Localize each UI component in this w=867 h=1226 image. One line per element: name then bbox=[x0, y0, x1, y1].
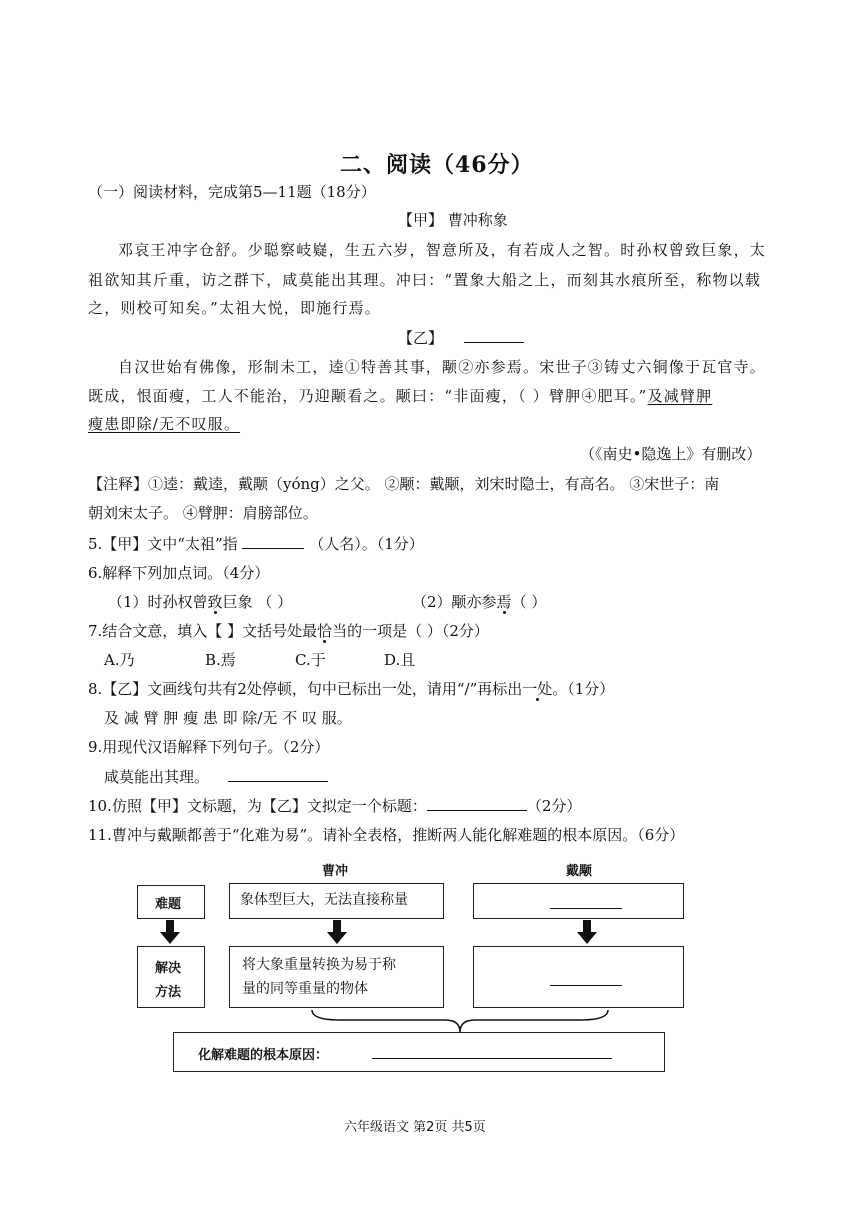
cao-method-box bbox=[229, 946, 444, 1008]
q6-1-text: （1）时孙权曾 bbox=[108, 593, 208, 611]
q10-text: 10.仿照【甲】文标题，为【乙】文拟定一个标题： bbox=[88, 797, 427, 815]
q8-text: 8.【乙】文画线句共有2处停顿，句中已标出一处，请用“/”再标出 bbox=[88, 680, 523, 698]
q6-2-text-end: （ ） bbox=[511, 593, 547, 611]
page-footer: 六年级语文 第2页 共5页 bbox=[344, 1120, 486, 1135]
jia-line-3: 之，则校可知矣。”太祖大悦，即施行焉。 bbox=[88, 299, 381, 317]
notes-line-1: 【注释】①逵：戴逵，戴颙（yóng）之父。 ②颙：戴颙，刘宋时隐士，有高名。 ③宋世子：南 bbox=[88, 475, 720, 493]
cao-method-text-1: 将大象重量转换为易于称 bbox=[242, 957, 396, 973]
q7-text-end: 的一项是（ ）（2分） bbox=[347, 622, 489, 640]
q9-sentence: 咸莫能出其理。 bbox=[104, 768, 210, 786]
q9-answer-blank[interactable] bbox=[228, 781, 328, 782]
q7-option-b[interactable]: B.焉 bbox=[205, 651, 236, 669]
col-header-cao-chong: 曹冲 bbox=[322, 864, 349, 879]
question-10 bbox=[88, 796, 581, 816]
question-8 bbox=[88, 679, 614, 699]
q6-1-dotted-word: 致 bbox=[207, 593, 223, 611]
q7-option-c[interactable]: C.于 bbox=[295, 651, 326, 669]
q7-text: 7.结合文意，填入【 】文括号处 bbox=[88, 622, 303, 640]
question-9: 9.用现代汉语解释下列句子。（2分） bbox=[88, 738, 330, 756]
yi-line-2 bbox=[88, 386, 712, 406]
q6-2-text: （2）颙亦参 bbox=[412, 593, 497, 611]
q10-answer-blank[interactable] bbox=[427, 810, 527, 811]
root-cause-blank[interactable] bbox=[372, 1058, 612, 1059]
question-11: 11.曹冲与戴颙都善于“化难为易”。请补全表格，推断两人能化解难题的根本原因。（6分） bbox=[88, 826, 685, 844]
row-label-problem: 难题 bbox=[155, 897, 182, 912]
jia-line-2: 祖欲知其斤重，访之群下，咸莫能出其理。冲曰：“置象大船之上，而刻其水痕所至，称物以载 bbox=[88, 271, 762, 289]
q6-item-1 bbox=[108, 592, 292, 612]
yi-title-text: 【乙】 bbox=[398, 329, 444, 347]
yi-line-3: 瘦患即除/无不叹服。 bbox=[88, 415, 241, 433]
q8-dotted-word: 一处 bbox=[522, 680, 553, 698]
dai-problem-box[interactable] bbox=[473, 883, 684, 919]
q7-option-d[interactable]: D.且 bbox=[384, 651, 416, 669]
yi-line-1: 自汉世始有佛像，形制未工，逵①特善其事，颙②亦参焉。宋世子③铸丈六铜像于瓦官寺。 bbox=[118, 358, 767, 376]
jia-line-1: 邓哀王冲字仓舒。少聪察岐嶷，生五六岁，智意所及，有若成人之智。时孙权曾致巨象，太 bbox=[118, 241, 767, 259]
row-label-method-2: 方法 bbox=[155, 985, 182, 1000]
q9-sentence-row bbox=[104, 767, 328, 787]
cao-problem-box bbox=[229, 883, 444, 919]
q5-text-end: （人名）。（1分） bbox=[309, 535, 424, 553]
question-7 bbox=[88, 621, 489, 641]
q10-text-end: （2分） bbox=[526, 797, 582, 815]
yi-underlined-sentence-start: 及减臂胛 bbox=[647, 387, 713, 405]
part-heading: （一）阅读材料，完成第5—11题（18分） bbox=[88, 183, 376, 201]
q7-option-a[interactable]: A.乃 bbox=[104, 651, 135, 669]
root-cause-box bbox=[173, 1032, 665, 1072]
source-citation: （《南史•隐逸上》有删改） bbox=[580, 445, 762, 463]
section-title: 二、阅读（46分） bbox=[340, 152, 534, 178]
arrow-down-icon bbox=[327, 920, 347, 944]
q8-sentence: 及 减 臂 胛 瘦 患 即 除/无 不 叹 服。 bbox=[104, 709, 352, 727]
question-6: 6.解释下列加点词。（4分） bbox=[88, 564, 270, 582]
q8-text-end: 。（1分） bbox=[552, 680, 615, 698]
root-cause-label: 化解难题的根本原因： bbox=[198, 1048, 329, 1063]
dai-method-box[interactable] bbox=[473, 946, 684, 1008]
yi-title bbox=[398, 328, 524, 348]
arrow-down-icon bbox=[577, 920, 597, 944]
row-label-method-1: 解决 bbox=[155, 961, 182, 976]
yi-title-blank[interactable] bbox=[464, 342, 524, 343]
q5-text: 5.【甲】文中“太祖”指 bbox=[88, 535, 238, 553]
jia-title: 【甲】 曹冲称象 bbox=[398, 211, 508, 229]
q6-1-text-end: 巨象 （ ） bbox=[222, 593, 293, 611]
cao-problem-text: 象体型巨大，无法直接称量 bbox=[240, 892, 408, 908]
arrow-down-icon bbox=[160, 920, 180, 944]
notes-line-2: 朝刘宋太子。 ④臂胛：肩膀部位。 bbox=[88, 504, 318, 522]
question-5 bbox=[88, 534, 424, 554]
row-label-method-box bbox=[137, 946, 205, 1008]
dai-method-blank[interactable] bbox=[550, 985, 622, 986]
col-header-dai-yong: 戴颙 bbox=[566, 864, 593, 879]
q7-dotted-word: 最恰当 bbox=[302, 622, 348, 640]
q6-2-dotted-word: 焉 bbox=[496, 593, 512, 611]
curly-brace-icon bbox=[310, 1008, 610, 1034]
q6-item-2 bbox=[412, 592, 546, 612]
cao-method-text-2: 量的同等重量的物体 bbox=[242, 981, 368, 997]
row-label-problem-box bbox=[137, 885, 205, 919]
q5-answer-blank[interactable] bbox=[242, 548, 304, 549]
yi-line-2-text: 既成，恨面瘦，工人不能治，乃迎颙看之。颙曰：“非面瘦，（ ）臂胛④肥耳。” bbox=[88, 387, 648, 405]
dai-problem-blank[interactable] bbox=[550, 908, 622, 909]
